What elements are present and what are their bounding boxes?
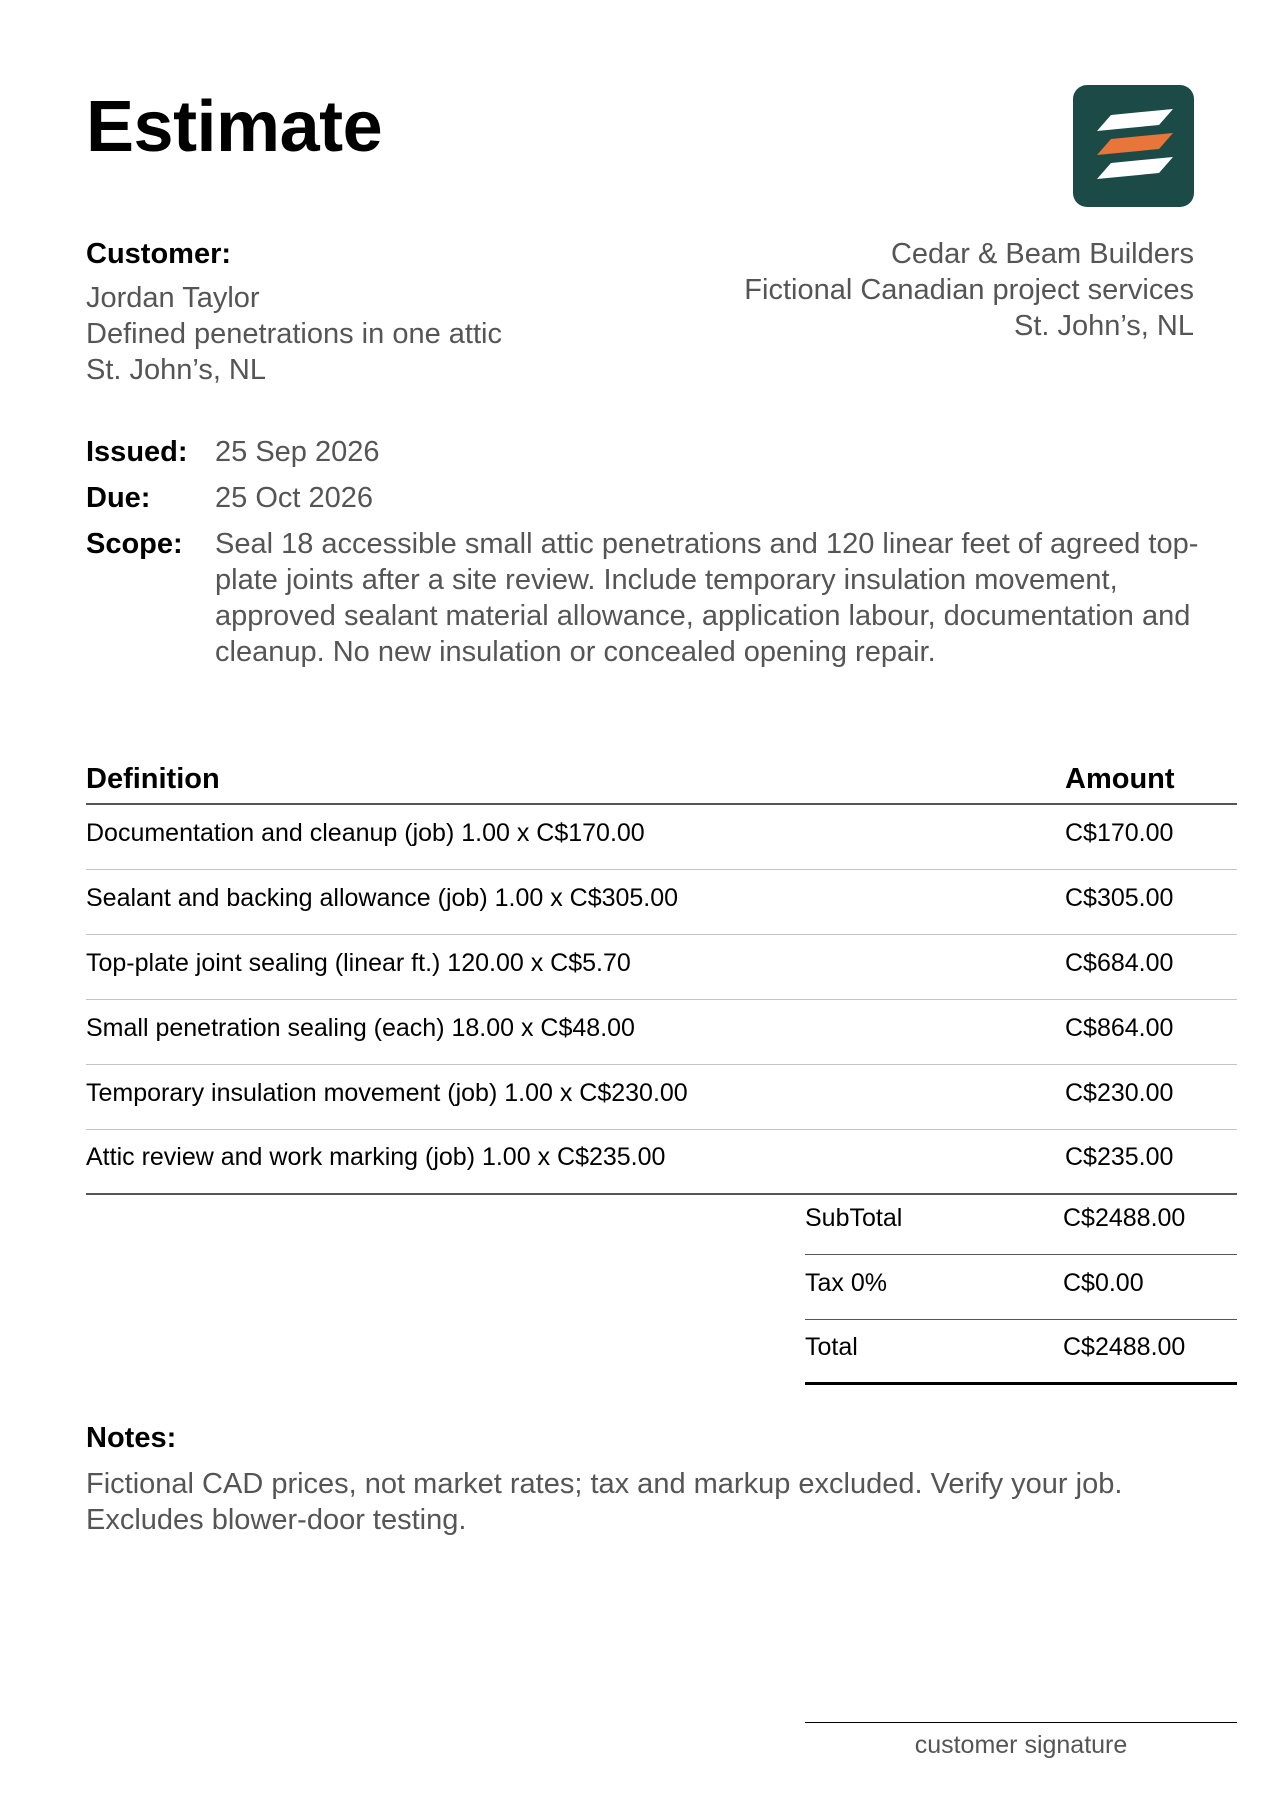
issued-date: 25 Sep 2026: [215, 436, 380, 468]
tax-label: Tax 0%: [805, 1268, 887, 1297]
customer-location: St. John’s, NL: [86, 354, 267, 386]
notes-line-1: Fictional CAD prices, not market rates; tax and markup excluded. Verify your job.: [86, 1468, 1123, 1500]
subtotal-value: C$2488.00: [1063, 1203, 1186, 1232]
subtotal-label: SubTotal: [805, 1203, 903, 1232]
due-date: 25 Oct 2026: [215, 482, 373, 514]
item-amount: C$305.00: [1065, 883, 1174, 912]
subtotal-row: [805, 1190, 1237, 1255]
tax-row: [805, 1255, 1237, 1320]
table-row: [86, 935, 1237, 1000]
issued-label: Issued:: [86, 436, 188, 468]
item-definition: Attic review and work marking (job) 1.00 x C$235.00: [86, 1143, 666, 1171]
item-definition: Sealant and backing allowance (job) 1.00 x C$305.00: [86, 883, 679, 912]
item-definition: Temporary insulation movement (job) 1.00 x C$230.00: [86, 1078, 688, 1107]
due-label: Due:: [86, 482, 151, 514]
definition-header: Definition: [86, 763, 220, 795]
table-row: [86, 1130, 1237, 1195]
page-title: Estimate: [86, 87, 383, 167]
item-amount: C$864.00: [1065, 1013, 1174, 1042]
item-amount: C$170.00: [1065, 818, 1174, 847]
table-row: [86, 1000, 1237, 1065]
company-tagline: Fictional Canadian project services: [744, 274, 1194, 306]
item-amount: C$235.00: [1065, 1143, 1174, 1171]
table-header: [86, 756, 1237, 805]
due-row: [86, 480, 1216, 516]
notes-line-2: Excludes blower-door testing.: [86, 1504, 467, 1536]
notes-label: Notes:: [86, 1422, 177, 1454]
total-value: C$2488.00: [1063, 1332, 1186, 1361]
total-row: [805, 1320, 1237, 1385]
total-label: Total: [805, 1332, 858, 1361]
item-definition: Small penetration sealing (each) 18.00 x C$48.00: [86, 1013, 635, 1042]
stacked-layers-icon: [1073, 85, 1194, 207]
table-row: [86, 1065, 1237, 1130]
customer-name: Jordan Taylor: [86, 282, 260, 314]
table-row: [86, 870, 1237, 935]
customer-project: Defined penetrations in one attic: [86, 318, 502, 350]
issued-row: [86, 434, 1216, 470]
estimate-meta: [86, 434, 1216, 680]
item-amount: C$684.00: [1065, 948, 1174, 977]
totals-block: [805, 1190, 1237, 1385]
amount-header: Amount: [1065, 763, 1175, 795]
item-definition: Top-plate joint sealing (linear ft.) 120.00 x C$5.70: [86, 948, 631, 977]
table-row: [86, 805, 1237, 870]
item-amount: C$230.00: [1065, 1078, 1174, 1107]
customer-block: [86, 236, 646, 388]
notes-block: [86, 1420, 1246, 1538]
customer-label: Customer:: [86, 238, 232, 270]
tax-value: C$0.00: [1063, 1268, 1144, 1297]
company-name: Cedar & Beam Builders: [890, 238, 1194, 270]
company-location: St. John’s, NL: [1013, 310, 1194, 342]
scope-label: Scope:: [86, 528, 183, 560]
scope-text: Seal 18 accessible small attic penetrations and 120 linear feet of agreed top-plate joints after a site review. Include temporary insulation movement, approved sealant material allowance, application labour, documentation and cleanup. No new insulation or concealed opening repair.: [215, 528, 1199, 668]
line-items-table: [86, 756, 1237, 1195]
company-block: [634, 236, 1194, 344]
scope-row: [86, 526, 1216, 670]
company-logo-icon: [1073, 85, 1194, 207]
customer-signature-line: customer signature: [805, 1722, 1237, 1760]
item-definition: Documentation and cleanup (job) 1.00 x C$170.00: [86, 818, 645, 847]
